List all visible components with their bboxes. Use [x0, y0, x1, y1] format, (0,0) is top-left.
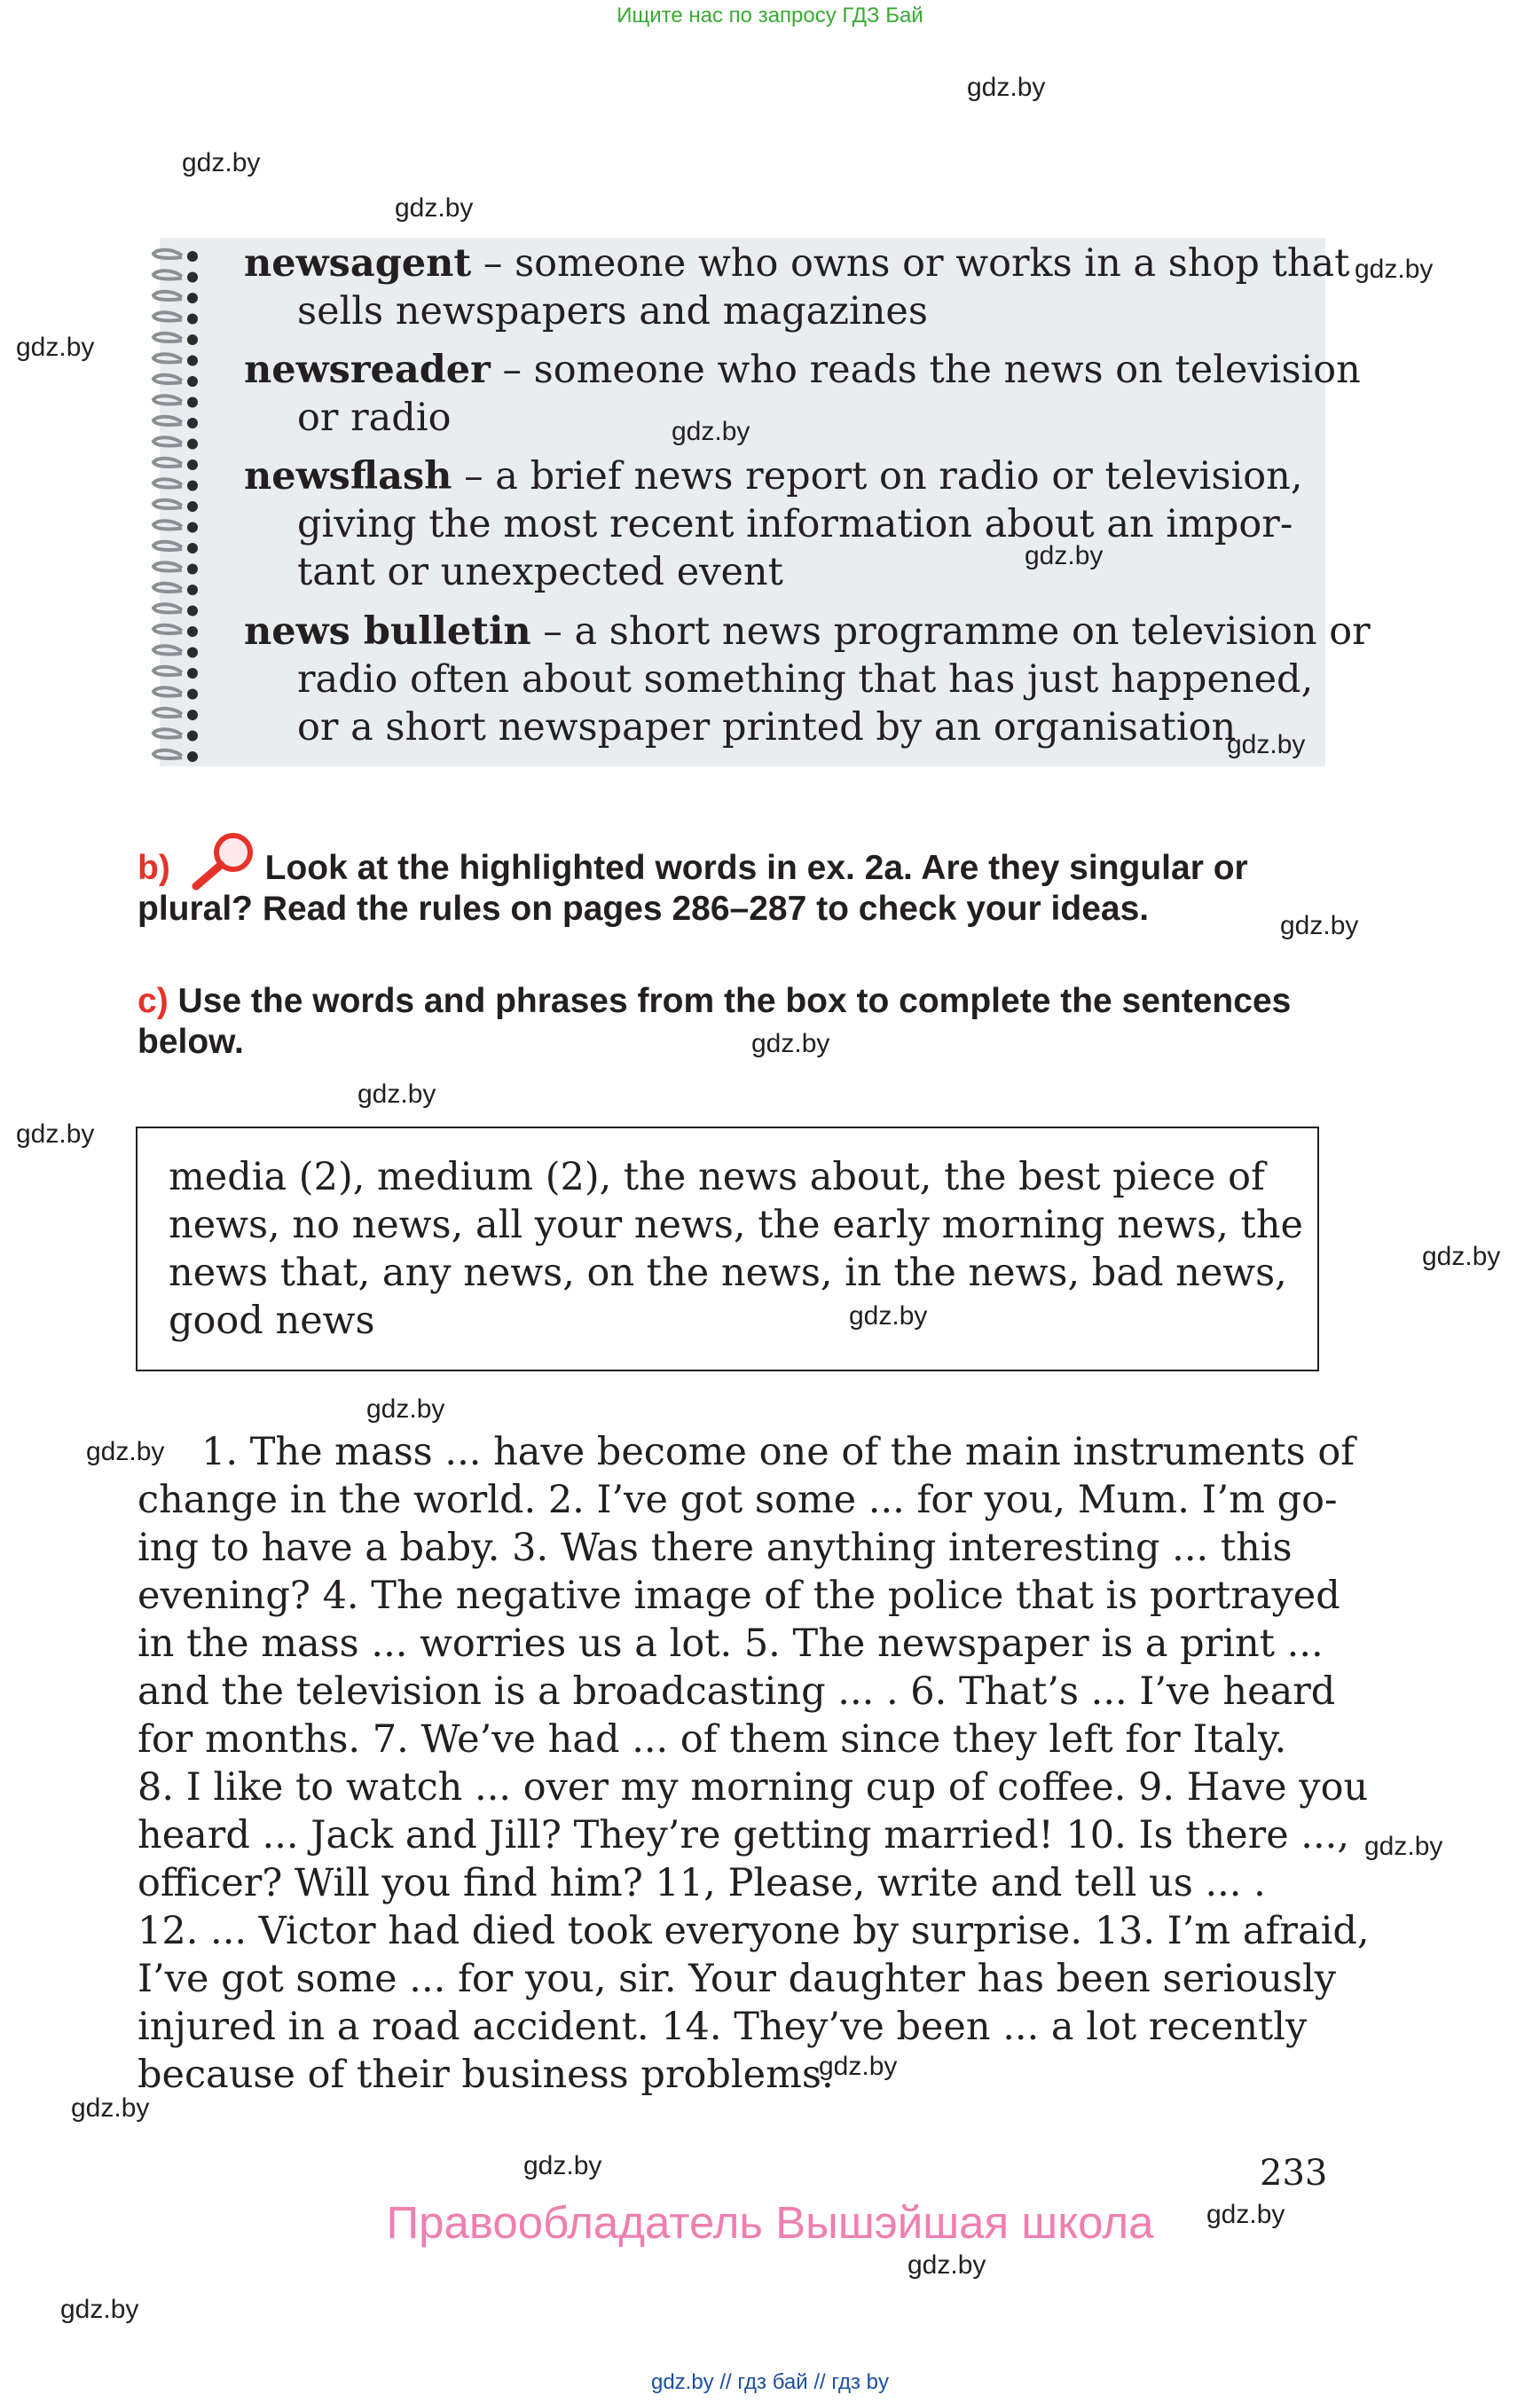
spiral-ring — [153, 542, 182, 550]
sentence-line: 12. ... Victor had died took everyone by surprise. 13. I’m afraid, — [138, 1909, 1370, 1953]
spiral-ring — [153, 646, 182, 654]
watermark: gdz.by — [819, 2052, 898, 2081]
spiral-ring — [153, 334, 182, 342]
spiral-hole — [187, 356, 198, 366]
spiral-hole — [187, 543, 198, 554]
watermark: gdz.by — [751, 1029, 830, 1058]
spiral-ring — [153, 709, 182, 717]
spiral-ring — [153, 271, 182, 279]
spiral-hole — [187, 459, 198, 470]
spiral-ring — [153, 292, 182, 300]
sentence-line: heard ... Jack and Jill? They’re getting married! 10. Is there ..., — [138, 1813, 1349, 1857]
vocab-definition: – someone who owns or works in a shop that — [471, 241, 1350, 286]
spiral-ring — [153, 500, 182, 508]
spiral-ring — [153, 312, 182, 320]
vocab-definition: – a short news programme on television or — [530, 609, 1371, 654]
spiral-ring — [153, 521, 182, 529]
task-b-line1: Look at the highlighted words in ex. 2a. Are they singular or — [264, 849, 1248, 887]
sentence-line: ing to have a baby. 3. Was there anything interesting ... this — [138, 1526, 1292, 1570]
vocab-term: news bulletin — [244, 609, 531, 654]
watermark: gdz.by — [1280, 911, 1359, 940]
vocab-definition-cont: giving the most recent information about an impor- — [297, 502, 1293, 546]
watermark: gdz.by — [86, 1437, 165, 1466]
spiral-hole — [187, 334, 198, 345]
sentence-line: injured in a road accident. 14. They’ve been ... a lot recently — [138, 2005, 1308, 2049]
watermark: gdz.by — [967, 73, 1046, 102]
vocab-definition-cont: or a short newspaper printed by an organisation — [297, 705, 1237, 750]
watermark: gdz.by — [71, 2093, 150, 2123]
watermark: gdz.by — [16, 1119, 95, 1149]
task-letter: b) — [138, 849, 170, 887]
spiral-hole — [187, 314, 198, 325]
watermark: gdz.by — [908, 2250, 986, 2280]
watermark: gdz.by — [16, 333, 95, 362]
task-b — [138, 848, 1248, 930]
word-box-line: good news — [169, 1299, 375, 1343]
spiral-ring — [153, 375, 182, 383]
task-c-line2: below. — [138, 1023, 244, 1061]
spiral-hole — [187, 251, 198, 262]
spiral-hole — [187, 585, 198, 595]
watermark: gdz.by — [358, 1080, 436, 1109]
watermark: gdz.by — [60, 2295, 139, 2324]
spiral-ring — [153, 687, 182, 695]
watermark: gdz.by — [523, 2151, 602, 2180]
spiral-ring — [153, 604, 182, 612]
spiral-hole — [187, 606, 198, 616]
spiral-hole — [187, 626, 198, 637]
exercise-sentences — [138, 1428, 1370, 2099]
sentence-line: 1. The mass ... have become one of the main instruments of — [201, 1430, 1355, 1474]
watermark: gdz.by — [849, 1301, 928, 1331]
spiral-ring — [153, 250, 182, 258]
vocab-entry-newsflash — [244, 452, 1326, 596]
spiral-binding-icon — [146, 241, 208, 765]
spiral-ring — [153, 479, 182, 487]
vocab-term: newsagent — [244, 241, 472, 286]
page-number: 233 — [1260, 2153, 1328, 2194]
spiral-hole — [187, 751, 198, 762]
watermark: gdz.by — [1025, 541, 1104, 570]
vocab-definition-cont: or radio — [297, 396, 452, 440]
task-b-line2: plural? Read the rules on pages 286–287 to check your ideas. — [138, 890, 1150, 928]
watermark: gdz.by — [395, 193, 474, 223]
watermark: gdz.by — [1227, 730, 1306, 759]
top-banner: Ищите нас по запросу ГДЗ Бай — [617, 4, 923, 27]
copyright-holder: Правообладатель Вышэйшая школа — [386, 2197, 1154, 2248]
vocab-definition-cont: tant or unexpected event — [297, 550, 783, 594]
spiral-ring — [153, 459, 182, 467]
vocab-definition-cont: sells newspapers and magazines — [297, 289, 928, 334]
watermark: gdz.by — [1355, 255, 1434, 284]
task-letter: c) — [138, 982, 169, 1020]
spiral-ring — [153, 584, 182, 592]
vocab-term: newsreader — [244, 348, 491, 392]
watermark: gdz.by — [672, 417, 750, 446]
vocab-term: newsflash — [244, 454, 452, 499]
sentence-line: in the mass ... worries us a lot. 5. The newspaper is a print ... — [138, 1622, 1324, 1666]
spiral-hole — [187, 710, 198, 720]
sentence-line: and the television is a broadcasting ... . 6. That’s ... I’ve heard — [138, 1669, 1336, 1714]
watermark: gdz.by — [1422, 1242, 1501, 1271]
vocab-definition: – a brief news report on radio or television, — [452, 454, 1303, 499]
spiral-hole — [187, 668, 198, 679]
watermark: gdz.by — [182, 148, 261, 177]
spiral-hole — [187, 481, 198, 491]
spiral-ring — [153, 396, 182, 404]
sentence-line: evening? 4. The negative image of the police that is portrayed — [138, 1574, 1340, 1618]
sentence-line: 8. I like to watch ... over my morning cup of coffee. 9. Have you — [138, 1765, 1369, 1810]
word-box-line: news, no news, all your news, the early morning news, the — [169, 1203, 1303, 1247]
spiral-hole — [187, 439, 198, 450]
spiral-hole — [187, 564, 198, 575]
watermark: gdz.by — [366, 1394, 445, 1424]
vocab-entry-newsagent — [244, 240, 1350, 335]
spiral-ring — [153, 667, 182, 675]
sentence-line: officer? Will you find him? 11, Please, write and tell us ... . — [138, 1861, 1266, 1905]
vocab-definition-cont: radio often about something that has just happened, — [297, 657, 1314, 702]
spiral-hole — [187, 397, 198, 408]
spiral-hole — [187, 522, 198, 533]
spiral-hole — [187, 731, 198, 742]
watermark: gdz.by — [1364, 1832, 1443, 1861]
sentence-line: I’ve got some ... for you, sir. Your daughter has been seriously — [138, 1957, 1337, 2001]
spiral-ring — [153, 750, 182, 758]
word-box-line: media (2), medium (2), the news about, the best piece of — [169, 1155, 1265, 1199]
task-c — [138, 981, 1291, 1063]
spiral-ring — [153, 417, 182, 425]
footer-links: gdz.by // гдз бай // гдз by — [650, 2370, 890, 2394]
spiral-ring — [153, 729, 182, 737]
spiral-ring — [153, 625, 182, 633]
sentence-line: for months. 7. We’ve had ... of them since they left for Italy. — [138, 1717, 1287, 1762]
spiral-hole — [187, 689, 198, 700]
spiral-ring — [153, 437, 182, 445]
word-box-text — [169, 1153, 1303, 1345]
vocab-definition: – someone who reads the news on television — [490, 348, 1361, 392]
spiral-hole — [187, 293, 198, 303]
spiral-hole — [187, 501, 198, 512]
spiral-hole — [187, 272, 198, 283]
word-box-line: news that, any news, on the news, in the news, bad news, — [169, 1251, 1287, 1295]
spiral-hole — [187, 648, 198, 658]
sentence-line: change in the world. 2. I’ve got some ... for you, Mum. I’m go- — [138, 1478, 1338, 1522]
spiral-hole — [187, 376, 198, 387]
vocab-entry-newsreader — [244, 346, 1361, 442]
spiral-ring — [153, 354, 182, 362]
watermark: gdz.by — [1206, 2200, 1285, 2229]
vocab-entry-news-bulletin — [244, 608, 1371, 751]
sentence-line: because of their business problems. — [138, 2053, 834, 2097]
spiral-ring — [153, 562, 182, 570]
task-c-line1: Use the words and phrases from the box to complete the sentences — [177, 982, 1292, 1020]
spiral-hole — [187, 418, 198, 428]
